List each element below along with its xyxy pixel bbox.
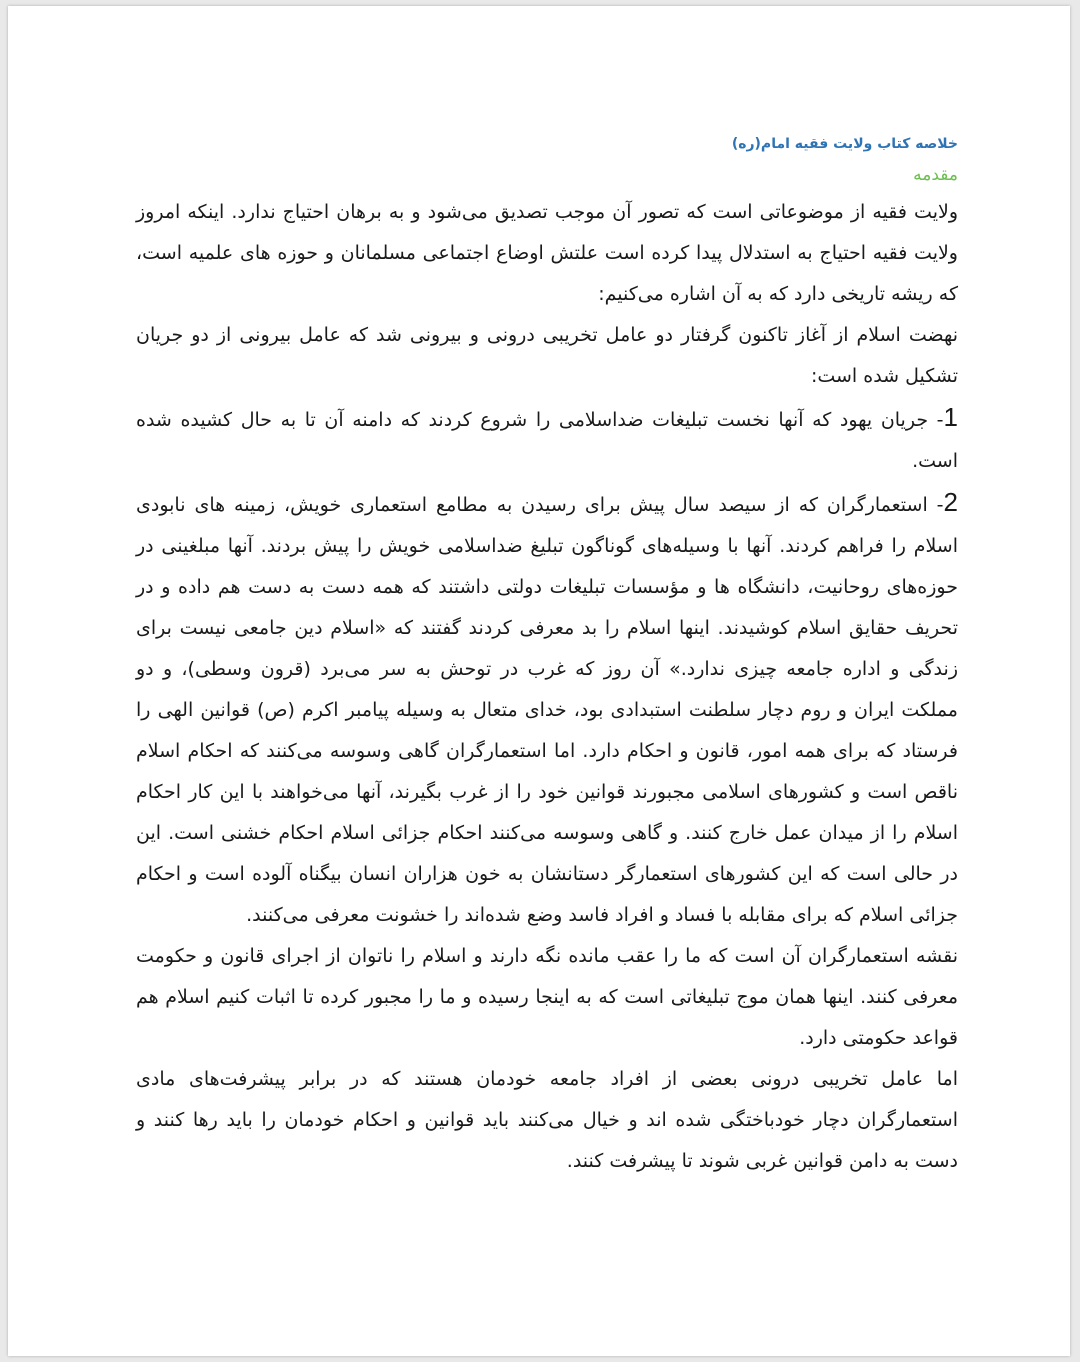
list-number: 2 <box>943 487 958 517</box>
list-number: 1 <box>943 402 958 432</box>
paragraph-text: ولایت فقیه از موضوعاتی است که تصور آن موجب تصدیق می‌شود و به برهان احتیاج ندارد. اینکه امروز ولایت فقیه احتیاج به استدلال پیدا کرده است علتش اوضاع اجتماعی مسلمانان و حوزه های علمیه است، که ریشه تاریخی دارد که به آن اشاره می‌کنیم: <box>136 201 958 305</box>
paragraph-two-factors <box>136 315 958 397</box>
paragraph-text: نهضت اسلام از آغاز تاکنون گرفتار دو عامل تخریبی درونی و بیرونی شد که عامل بیرونی از دو جریان تشکیل شده است: <box>136 324 958 387</box>
paragraph-colonial-plan <box>136 936 958 1059</box>
paragraph-intro <box>136 192 958 315</box>
list-item-2 <box>136 482 958 936</box>
document-body <box>136 134 958 1182</box>
paragraph-text: - جریان یهود که آنها نخست تبلیغات ضداسلامی را شروع کردند که دامنه آن تا به حال کشیده شده است. <box>136 409 958 472</box>
list-item-1 <box>136 397 958 482</box>
section-heading: مقدمه <box>913 165 958 185</box>
paragraph-text: - استعمارگران که از سیصد سال پیش برای رسیدن به مطامع استعماری خویش، زمینه های نابودی اسلام را فراهم کردند. آنها با وسیله‌های گوناگون تبلیغ ضداسلامی خویش را پیش بردند. آنها مبلغینی در حوزه‌های روحانیت، دانشگاه ها و مؤسسات تبلیغات دولتی داشتند که همه دست به دست هم داده و در تحریف حقایق اسلام کوشیدند. اینها اسلام را بد معرفی کردند گفتند که «اسلام دین جامعی نیست برای زندگی و اداره جامعه چیزی ندارد.» آن روز که غرب در توحش به سر می‌برد (قرون وسطی)، و دو مملکت ایران و روم دچار سلطنت استبدادی بود، خدای متعال به وسیله پیامبر اکرم (ص) قوانین الهی را فرستاد که برای همه امور، قانون و احکام دارد. اما استعمارگران گاهی وسوسه می‌کنند که احکام اسلام ناقص است و کشورهای اسلامی مجبورند قوانین خود را از غرب بگیرند، آنها می‌خواهند با این کار احکام اسلام را از میدان عمل خارج کنند. و گاهی وسوسه می‌کنند احکام جزائی اسلام احکام خشنی است. این در حالی است که این کشورهای استعمارگر دستانشان به خون هزاران انسان بیگناه آلوده است و احکام جزائی اسلام که برای مقابله با فساد و افراد فاسد وضع شده‌اند را خشونت معرفی می‌کنند. <box>136 494 958 926</box>
paragraph-text: نقشه استعمارگران آن است که ما را عقب مانده نگه دارند و اسلام را ناتوان از اجرای قانون و حکومت معرفی کنند. اینها همان موج تبلیغاتی است که به اینجا رسیده و ما را مجبور کرده تا اثبات کنیم اسلام هم قواعد حکومتی دارد. <box>136 945 958 1049</box>
document-page <box>8 6 1070 1356</box>
paragraph-text: اما عامل تخریبی درونی بعضی از افراد جامعه خودمان هستند که در برابر پیشرفت‌های مادی استعمارگران دچار خودباختگی شده اند و خیال می‌کنند باید قوانین و احکام خودمان را باید رها کنند و دست به دامن قوانین غربی شوند تا پیشرفت کنند. <box>136 1068 958 1172</box>
document-title: خلاصه کتاب ولایت فقیه امام(ره) <box>731 136 958 152</box>
paragraph-internal-factor <box>136 1059 958 1182</box>
